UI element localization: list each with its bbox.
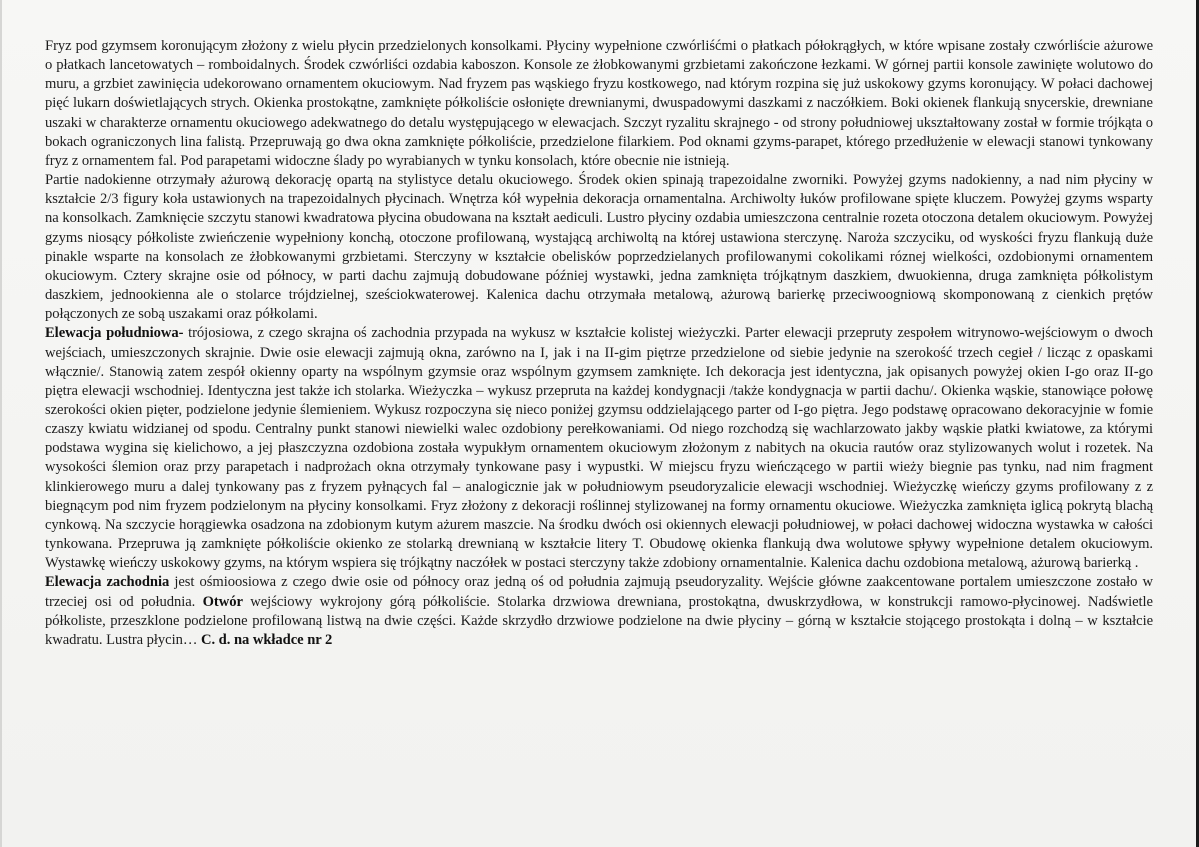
heading-opening: Otwór: [202, 593, 243, 610]
heading-south-elevation: Elewacja południowa-: [45, 325, 184, 342]
paragraph-window-decoration-text: Partie nadokienne otrzymały ażurową dekorację opartą na stylistyce detalu okuciowego. Środek okien spinają trapezoidalne zworniki. Powyżej gzyms nadokienny, a nad nim płyciny w kształcie 2/3 figury koła ustawionych na trapezoidalnych płycinach. Wnętrza kół wypełnia dekoracja ornamentalna. Archiwolty łuków profilowane spięte kluczem. Powyżej gzyms wsparty na konsolkach. Zamknięcie szczytu stanowi kwadratowa płycina obudowana na kształt aediculi. Lustro płyciny ozdabia umieszczona centralnie rozeta otoczona detalem okuciowym. Powyżej gzyms niosący półkoliste zwieńczenie wypełniony konchą, otoczone profilowaną, wystającą archiwoltą na której ustawiona sterczynę. Naroża szczyciku, od wyskości fryzu flankują duże pinakle wsparte na konsolach ze żłobkowanymi grzbietami. Sterczyny w kształcie obelisków poprzedzielanych profilowanymi cokolikami róznej wielkości, ozdobionymi ornamentem okuciowym. Cztery skrajne osie od północy, w parti dachu zajmują dobudowane później wystawki, jedna zamknięta trójkątnym daszkiem, dwuokienna, druga zamknięta półkolistym daszkiem, jednookienna ale o stolarce trójdzielnej, sześciokwaterowej. Kalenica dachu otrzymała metalową, ażurową barierkę przeciwoogniową skomponowaną z cienkich prętów połączonych ze sobą uszakami oraz półkolami.: [45, 172, 1153, 323]
paragraph-west-elevation-text-b: wejściowy wykrojony górą półkoliście. Stolarka drzwiowa drewniana, prostokątna, dwuskrzydłowa, w konstrukcji ramowo-płycinowej. Nadświetle półkoliste, przeszklone podzielone profilowaną listwą na dwie części. Każde skrzydło drzwiowe podzielone na dwie płyciny – górną w kształcie stojącego prostokąta i dolną – w kształcie kwadratu. Lustra płycin…: [45, 593, 1153, 648]
heading-west-elevation: Elewacja zachodnia: [45, 574, 170, 591]
paragraph-west-elevation: [45, 573, 1153, 650]
paragraph-frieze-text: Fryz pod gzymsem koronującym złożony z wielu płycin przedzielonych konsolkami. Płyciny wypełnione czwórliśćmi o płatkach półokrągłych, w które wpisane zostały czwórliście ażurowe o płatkach lancetowatych – romboidalnych. Środek czwórliści ozdabia kaboszon. Konsole ze żłobkowanymi grzbietami zakończone łezkami. W górnej partii konsole zawinięte wolutowo do muru, a grzbiet zawinięcia udekorowano ornamentem okuciowym. Nad fryzem pas wąskiego fryzu kostkowego, nad którym rozpina się już uskokowy gzyms koronujący. W połaci dachowej pięć lukarn doświetlających strych. Okienka prostokątne, zamknięte półkoliście osłonięte drewnianymi, dwuspadowymi daszkami z naczółkiem. Boki okienek flankują snycerskie, drewniane uszaki w charakterze ornamentu okuciowego adekwatnego do detalu występującego w elewacjach. Szczyt ryzalitu skrajnego - od strony południowej ukształtowany został w formie trójkąta o bokach ograniczonych lina falistą. Przepruwają go dwa okna zamknięte półkoliście, przedzielone filarkiem. Pod oknami gzyms-parapet, którego przedłużenie w elewacji stanowi tynkowany fryz z ornamentem fal. Pod parapetami widoczne ślady po wyrabianych w tynku konsolach, które obecnie nie istnieją.: [45, 38, 1153, 169]
paragraph-south-elevation-text: trójosiowa, z czego skrajna oś zachodnia przypada na wykusz w kształcie kolistej wieżyczki. Parter elewacji przepruty zespołem witrynowo-wejściowym o dwoch wejściach, umieszczonych skrajnie. Dwie osie elewacji zajmują okna, zarówno na I, jak i na II-gim piętrze przedzielone od siebie jedynie na szerokość trzech cegieł / licząc z opaskami włącznie/. Stanowią zatem zespół okienny oparty na wspólnym gzymsie oraz wspólnym gzymsem zamknięte. Ich dekoracja jest identyczna, jak opisanych powyżej okien I-go oraz II-go piętra elewacji wschodniej. Identyczna jest także ich stolarka. Wieżyczka – wykusz przepruta na każdej kondygnacji /także kondygnacja w partii dachu/. Okienka wąskie, stanowiące połowę szerokości okien pięter, podzielone jedynie ślemieniem. Wykusz rozpoczyna się nieco poniżej gzymsu oddzielającego parter od I-go piętra. Jego podstawę opracowano dekoracyjnie w fomie czaszy kwiatu widzianej od spodu. Centralny punkt stanowi niewielki walec ozdobiony perełkowaniami. Od niego rozchodzą się wachlarzowato jakby wąskie płatki kwiatowe, za którymi podstawa wygina się kielichowo, a jej płaszczyzna ozdobiona została wypukłym ornamentem okuciowym złożonym z nabitych na okucia rautów oraz stylizowanych wolut i rozetek. Na wysokości ślemion oraz przy parapetach i nadprożach okna otrzymały tynkowane pasy i wypustki. W miejscu fryzu wieńczącego w partii wieży biegnie pas tynku, nad nim fragment klinkierowego muru a dalej tynkowany pas z fryzem pyłnących fal – analogicznie jak w południowym pseudoryzalicie elewacji wschodniej. Wieżyczkę wieńczy gzyms profilowany z z biegnącym pod nim fryzem podzielonym na płyciny konsolkami. Fryz złożony z dekoracji roślinnej stylizowanej na formy ornamentu okuciowe. Wieżyczka zamknięta iglicą pokrytą blachą cynkową. Na szczycie horągiewka osadzona na zdobionym kutym ażurem maszcie. Na środku dwóch osi okiennych elewacji południowej, w połaci dachowej widoczna wystawka w całości tynkowana. Przepruwa ją zamknięte półkoliście okienko ze stolarką drewnianą w kształcie litery T. Obudowę okienka flankują dwa wolutowe spływy wypełnione detalem okuciowym. Wystawkę wieńczy uskokowy gzyms, na którym wspiera się trójkątny naczółek w postaci sterczyny także zdobiony ornamentalnie. Kalenica dachu ozdobiona metalową, ażurową barierką .: [45, 325, 1154, 572]
paragraph-west-elevation-text-a: jest ośmioosiowa z czego dwie osie od północy oraz jedną oś od południa zajmują pseudoryzality. Wejście główne zaakcentowane portalem umieszczone zostało w trzeciej osi od południa.: [45, 574, 1154, 610]
document-body: [45, 37, 1153, 650]
paragraph-window-decoration: [45, 171, 1153, 324]
page-left-edge: [0, 0, 2, 847]
continuation-note: C. d. na wkładce nr 2: [201, 631, 333, 648]
paragraph-frieze: [45, 37, 1153, 171]
paragraph-south-elevation: [45, 324, 1153, 573]
